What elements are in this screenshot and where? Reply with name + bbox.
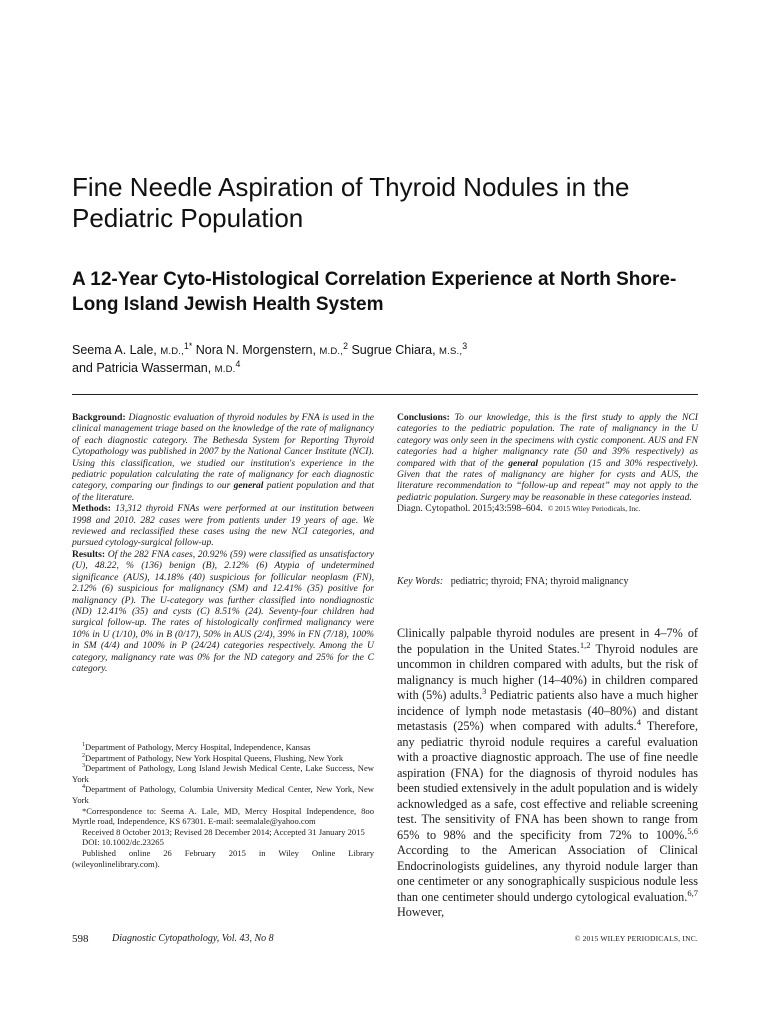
citation-ref: 5,6 bbox=[687, 825, 698, 836]
footnotes bbox=[72, 742, 374, 869]
author-name: Sugrue Chiara, bbox=[351, 343, 436, 357]
abstract-methods-label: Methods: bbox=[72, 503, 111, 515]
correspondence-note: *Correspondence to: Seema A. Lale, MD, Mercy Hospital Independence, 8oo Myrtle road, Independence, KS 67301. E-mail: seemalale@yahoo.com bbox=[72, 805, 374, 827]
author-degree: M.S., bbox=[439, 346, 463, 357]
abstract-conclusions-label: Conclusions: bbox=[397, 412, 450, 423]
author-degree: M.D., bbox=[160, 346, 184, 357]
intro-text: Therefore, any pediatric thyroid nodule requires a careful evaluation with a proactive diagnostic approach. The use of fine needle aspiration (FNA) for the diagnosis of thyroid nodules has been studied extensively in the adult population and is widely acknowledged as a safe, cost effective and reliable screening test. The sensitivity of FNA has been shown to range from 65% to 98% and the specificity from 72% to 100%. bbox=[397, 719, 698, 842]
author-name: and Patricia Wasserman, bbox=[72, 361, 212, 375]
keywords bbox=[397, 576, 698, 588]
abstract-results-text: Of the 282 FNA cases, 20.92% (59) were classified as unsatisfactory (U), 48.22, % (136) benign (B), 2.12% (6) Atypia of undetermined significance (AUS), 14.18% (40) suspicious for follicular neoplasm (FN), 2.12% (6) suspicious for malignancy (SM) and 12.41% (35) positive for malignancy (P). The U-category was further classified into nondiagnostic (ND) 12.41% (35) and cysts (C) 8.51% (24). Seventy-four children had surgical follow-up. The rates of histologically confirmed malignancy were 10% in U (1/10), 0% in B (0/17), 50% in AUS (2/4), 39% in FN (7/18), 100% in SM (4/4) and 100% in P (24/24) categories respectively. Among the U category, malignancy rate was 0% for the ND category and 25% for the C category. bbox=[72, 548, 374, 674]
affiliation-text: Department of Pathology, New York Hospital Queens, Flushing, New York bbox=[85, 752, 344, 763]
abstract-conclusions-end: population (15 and 30% respectively). Given that the rates of malignancy are higher for cysts and AUS, the literature recommendation to “follow-up and repeat” may not apply to the pediatric population. Surgery may be reasonable in these categories instead. bbox=[397, 457, 698, 503]
keywords-label: Key Words: bbox=[397, 576, 444, 587]
abstract-methods-text: 13,312 thyroid FNAs were performed at our institution between 1998 and 2010. 282 cases were from patients under 19 years of age. We reviewed and reclassified these cases using the new NCI categories, and pursued cytology-surgical follow-up. bbox=[72, 503, 374, 549]
affiliation-text: Department of Pathology, Long Island Jewish Medical Cente, Lake Success, New York bbox=[72, 763, 374, 784]
abstract-conclusions bbox=[397, 412, 698, 503]
header-divider bbox=[72, 394, 698, 395]
author-degree: M.D. bbox=[214, 364, 236, 375]
affiliation-footnote bbox=[72, 784, 374, 805]
affiliation-number: 3 bbox=[82, 763, 86, 770]
abstract-results-label: Results: bbox=[72, 548, 106, 560]
received-dates: Received 8 October 2013; Revised 28 December 2014; Accepted 31 January 2015 bbox=[82, 826, 365, 837]
abstract-background bbox=[72, 412, 374, 503]
abstract-results bbox=[72, 549, 374, 674]
abstract-copyright: © 2015 Wiley Periodicals, Inc. bbox=[547, 504, 641, 514]
author-degree: M.D., bbox=[319, 346, 344, 357]
affiliation-number: 2 bbox=[82, 752, 86, 759]
intro-text: However, bbox=[397, 905, 445, 919]
abstract-methods bbox=[72, 503, 374, 549]
citation-ref: 4 bbox=[636, 716, 641, 727]
affiliation-number: 1 bbox=[82, 742, 86, 749]
keywords-text: pediatric; thyroid; FNA; thyroid malignancy bbox=[450, 576, 629, 587]
abstract-right-column bbox=[397, 412, 698, 515]
citation-ref: 1,2 bbox=[579, 639, 591, 650]
affiliation-footnote bbox=[72, 763, 374, 784]
journal-citation: Diagnostic Cytopathology, Vol. 43, No 8 bbox=[112, 933, 274, 944]
footer-copyright: © 2015 WILEY PERIODICALS, INC. bbox=[574, 934, 698, 943]
published-online-line: Published online 26 February 2015 in Wiley Online Library (wileyonlinelibrary.com). bbox=[72, 847, 374, 869]
author-list bbox=[72, 342, 712, 378]
intro-text: Pediatric patients also have a much higher incidence of lymph node metastasis (40–80%) and distant metastasis (25%) when compared with adults. bbox=[397, 688, 698, 733]
author-affiliation-ref: 3 bbox=[462, 340, 468, 351]
citation-ref: 3 bbox=[482, 685, 487, 696]
abstract-citation-line bbox=[397, 503, 698, 514]
affiliation-footnote bbox=[72, 753, 374, 764]
abstract-conclusions-emphasis: general bbox=[508, 457, 539, 469]
author-affiliation-ref: 1* bbox=[183, 340, 193, 351]
abstract-background-emphasis: general bbox=[233, 480, 264, 492]
abstract-citation: Diagn. Cytopathol. 2015;43:598–604. bbox=[397, 503, 543, 515]
affiliation-number: 4 bbox=[82, 784, 86, 791]
affiliation-text: Department of Pathology, Mercy Hospital, Independence, Kansas bbox=[85, 742, 311, 752]
abstract-background-text: Diagnostic evaluation of thyroid nodules by FNA is used in the clinical management triage based on the knowledge of the rate of malignancy of each diagnostic category. The Bethesda System for Reporting Thyroid Cytopathology was published in 2007 by the National Cancer Institute (NCI). Using this classification, we studied our institution's experience in the pediatric population calculating the rate of malignancy for each diagnostic category, comparing our findings to our bbox=[72, 412, 374, 492]
author-affiliation-ref: 4 bbox=[235, 358, 241, 369]
abstract-background-end: patient population and that of the literature. bbox=[72, 480, 375, 503]
intro-text: Thyroid nodules are uncommon in children compared with adults, but the risk of malignancy is much higher (14–40%) in children compared with (5%) adults. bbox=[397, 641, 698, 702]
author-name: Nora N. Morgenstern, bbox=[195, 343, 316, 357]
abstract-left-column bbox=[72, 412, 374, 674]
intro-paragraph bbox=[397, 626, 698, 921]
abstract-conclusions-text: To our knowledge, this is the first study to apply the NCI categories to the pediatric population. The rate of malignancy in the U category was only seen in the specimens with cystic component. AUS and FN categories had a higher malignancy rate (50 and 39% respectively) as compared with that of the bbox=[397, 412, 698, 469]
affiliation-footnote bbox=[72, 742, 374, 753]
article-title: Fine Needle Aspiration of Thyroid Nodules in the Pediatric Population bbox=[72, 172, 630, 233]
page-footer bbox=[72, 933, 698, 947]
doi-line: DOI: 10.1002/dc.23265 bbox=[82, 837, 164, 848]
author-affiliation-ref: 2 bbox=[343, 340, 348, 351]
author-name: Seema A. Lale, bbox=[72, 343, 157, 357]
page-number: 598 bbox=[72, 933, 89, 945]
affiliation-text: Department of Pathology, Columbia University Medical Center, New York, New York bbox=[72, 784, 374, 805]
abstract-background-label: Background: bbox=[72, 412, 126, 423]
article-subtitle: A 12-Year Cyto-Histological Correlation Experience at North Shore-Long Island Jewish Health System bbox=[72, 269, 677, 315]
intro-text: Clinically palpable thyroid nodules are present in 4–7% of the population in the United States. bbox=[397, 626, 698, 656]
citation-ref: 6,7 bbox=[687, 887, 698, 898]
intro-text: According to the American Association of Clinical Endocrinologists guidelines, any thyroid nodule larger than one centimeter or any sonographically suspicious nodule less than one centimeter should undergo cytological evaluation. bbox=[397, 843, 698, 904]
